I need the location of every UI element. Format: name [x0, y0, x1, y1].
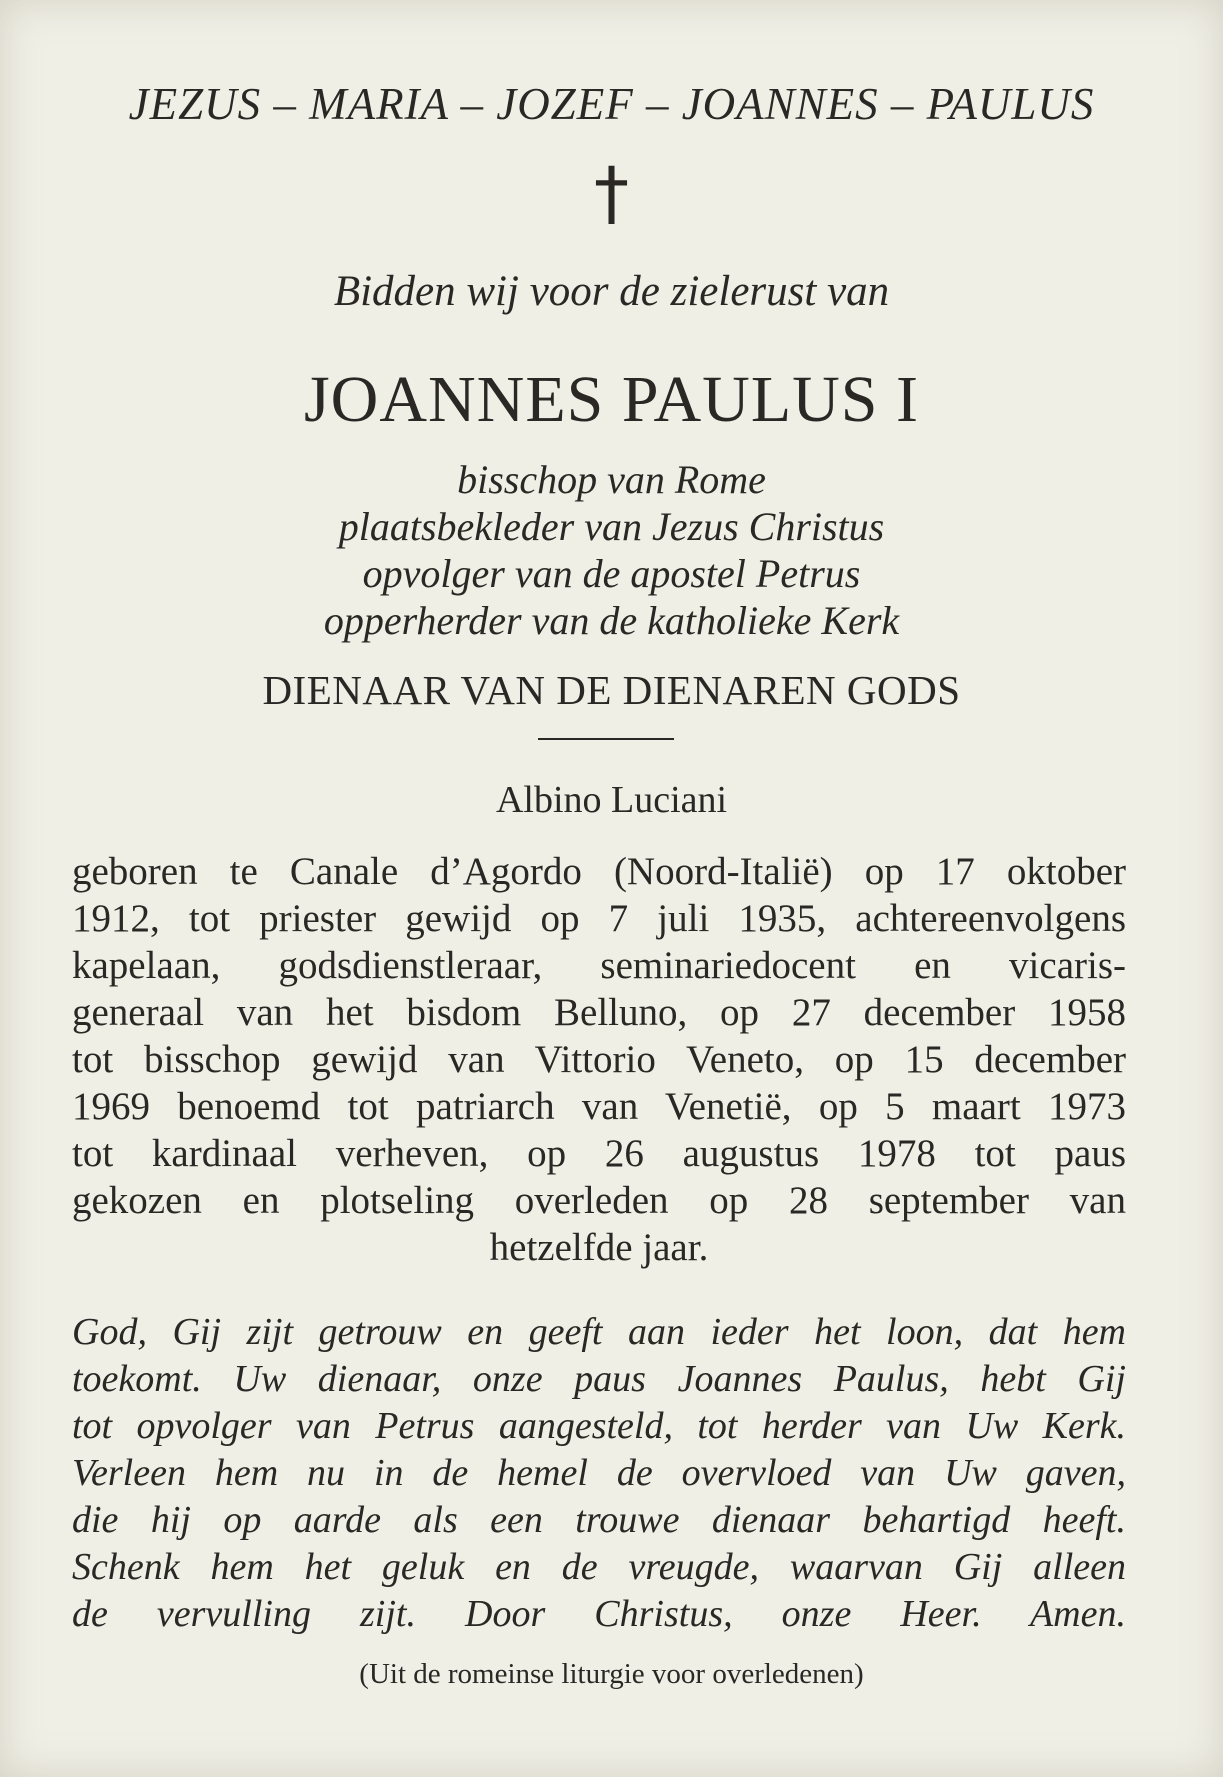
- servant-title: DIENAAR VAN DE DIENAREN GODS: [262, 667, 961, 713]
- title-line: plaatsbekleder van Jezus Christus: [338, 504, 885, 549]
- biography-line: kapelaan, godsdienstleraar, seminariedocent en vicaris-: [72, 944, 1126, 987]
- header-names: JEZUS – MARIA – JOZEF – JOANNES – PAULUS: [128, 79, 1095, 129]
- prayer-line: God, Gij zijt getrouw en geeft aan ieder het loon, dat hem: [72, 1311, 1126, 1353]
- divider: [538, 738, 674, 740]
- prayer-line: Verleen hem nu in de hemel de overvloed van Uw gaven,: [72, 1452, 1126, 1494]
- biography-line: hetzelfde jaar.: [489, 1226, 709, 1269]
- prayer-line: tot opvolger van Petrus aangesteld, tot herder van Uw Kerk.: [72, 1405, 1126, 1447]
- prayer-line: toekomt. Uw dienaar, onze paus Joannes Paulus, hebt Gij: [72, 1358, 1126, 1400]
- prayer-invitation: Bidden wij voor de zielerust van: [333, 268, 890, 315]
- source-note: (Uit de romeinse liturgie voor overledenen): [359, 1658, 864, 1690]
- prayer: [72, 1309, 1126, 1638]
- biography-line: geboren te Canale d’Agordo (Noord-Italië) op 17 oktober: [72, 850, 1126, 893]
- prayer-line: die hij op aarde als een trouwe dienaar behartigd heeft.: [72, 1499, 1126, 1541]
- title-line: bisschop van Rome: [457, 457, 766, 502]
- prayer-line: de vervulling zijt. Door Christus, onze Heer. Amen.: [72, 1593, 1126, 1635]
- biography-line: 1969 benoemd tot patriarch van Venetië, op 5 maart 1973: [72, 1085, 1126, 1128]
- cross-icon: †: [594, 152, 629, 234]
- prayer-line: Schenk hem het geluk en de vreugde, waarvan Gij alleen: [72, 1546, 1126, 1588]
- biography-line: gekozen en plotseling overleden op 28 september van: [72, 1179, 1126, 1222]
- pope-name: JOANNES PAULUS I: [304, 363, 919, 436]
- title-line: opvolger van de apostel Petrus: [362, 551, 861, 596]
- biography-line: 1912, tot priester gewijd op 7 juli 1935, achtereenvolgens: [72, 897, 1126, 940]
- birth-name: Albino Luciani: [495, 779, 728, 821]
- title-line: opperherder van de katholieke Kerk: [323, 598, 900, 643]
- biography-line: tot kardinaal verheven, op 26 augustus 1978 tot paus: [72, 1132, 1126, 1175]
- biography-line: generaal van het bisdom Belluno, op 27 december 1958: [72, 991, 1126, 1034]
- biography-line: tot bisschop gewijd van Vittorio Veneto, op 15 december: [72, 1038, 1126, 1081]
- biography: [72, 848, 1126, 1271]
